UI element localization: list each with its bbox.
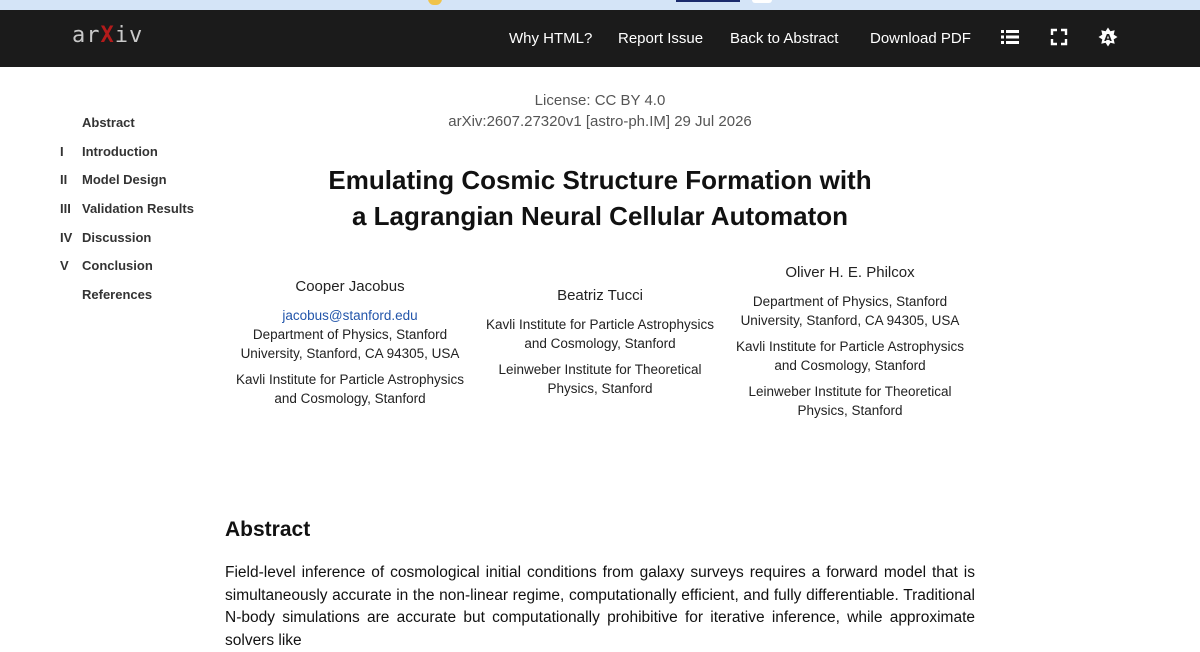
author-affiliation: Kavli Institute for Particle Astrophysics and Cosmology, Stanford <box>235 372 465 406</box>
fullscreen-icon[interactable] <box>1049 26 1069 48</box>
author-block-3 <box>735 263 965 427</box>
toc-number: I <box>60 144 64 159</box>
toc-label: Conclusion <box>82 258 153 273</box>
abstract-heading: Abstract <box>225 518 311 541</box>
title-line-2: a Lagrangian Neural Cellular Automaton <box>351 201 848 231</box>
toc-item-model-design[interactable] <box>0 172 220 192</box>
toc-number: II <box>60 172 68 187</box>
report-issue-link[interactable]: Report Issue <box>618 30 704 47</box>
author-block-2 <box>485 286 715 405</box>
arxiv-logo[interactable] <box>72 23 143 48</box>
list-icon[interactable] <box>1000 26 1020 48</box>
logo-x: X <box>100 23 115 48</box>
strip-link-underline <box>676 0 740 2</box>
toc-number: IV <box>60 230 73 245</box>
author-affiliation: Leinweber Institute for Theoretical Physics, Stanford <box>498 362 702 396</box>
toc-item-conclusion[interactable] <box>0 258 220 278</box>
toc-number: V <box>60 258 69 273</box>
why-html-link[interactable]: Why HTML? <box>509 30 593 47</box>
toc-label: Validation Results <box>82 201 194 216</box>
theme-toggle-icon[interactable] <box>1098 26 1118 48</box>
toc-number: III <box>60 201 71 216</box>
author-affiliation: Kavli Institute for Particle Astrophysics and Cosmology, Stanford <box>485 317 715 351</box>
toc-label: Abstract <box>82 115 135 130</box>
author-affiliation: Department of Physics, Stanford University, Stanford, CA 94305, USA <box>740 294 960 328</box>
toc-item-validation-results[interactable] <box>0 201 220 221</box>
logo-suffix: iv <box>114 23 144 48</box>
toc-item-introduction[interactable] <box>0 144 220 164</box>
title-line-1: Emulating Cosmic Structure Formation with <box>328 165 872 195</box>
license-text: License: CC BY 4.0 <box>534 92 666 109</box>
logo-prefix: ar <box>72 23 101 48</box>
toc-item-references[interactable] <box>0 287 220 307</box>
arxiv-identifier: arXiv:2607.27320v1 [astro-ph.IM] 29 Jul 2026 <box>448 113 752 130</box>
abstract-text: Field-level inference of cosmological initial conditions from galaxy surveys requires a forward model that is simultaneously accurate in the non-linear regime, computationally efficient, and fully differentiable. Traditional N-body simulations are accurate but computationally prohibitive for iterative inference, while approximate solvers like <box>225 564 975 649</box>
toc-label: References <box>82 287 153 302</box>
back-to-abstract-link[interactable]: Back to Abstract <box>730 30 839 47</box>
toc-item-discussion[interactable] <box>0 230 220 250</box>
author-affiliation: Kavli Institute for Particle Astrophysics and Cosmology, Stanford <box>735 339 965 373</box>
site-header <box>0 10 1200 67</box>
strip-button <box>752 0 772 3</box>
author-affiliation: Department of Physics, Stanford University, Stanford, CA 94305, USA <box>240 327 460 361</box>
author-name: Oliver H. E. Philcox <box>785 264 915 281</box>
browser-top-strip <box>0 0 1200 10</box>
toc-item-abstract[interactable] <box>0 115 220 135</box>
paper-title <box>300 162 900 234</box>
toc-label: Model Design <box>82 172 167 187</box>
download-pdf-link[interactable]: Download PDF <box>870 30 971 47</box>
author-email[interactable]: jacobus@stanford.edu <box>282 308 418 323</box>
author-name: Beatriz Tucci <box>557 287 643 304</box>
svg-text:A: A <box>1104 33 1112 44</box>
author-affiliation: Leinweber Institute for Theoretical Physics, Stanford <box>748 384 952 418</box>
author-name: Cooper Jacobus <box>295 278 405 295</box>
author-block-1 <box>235 277 465 415</box>
toc-label: Introduction <box>82 144 158 159</box>
notification-icon <box>428 0 442 5</box>
toc-label: Discussion <box>82 230 152 245</box>
